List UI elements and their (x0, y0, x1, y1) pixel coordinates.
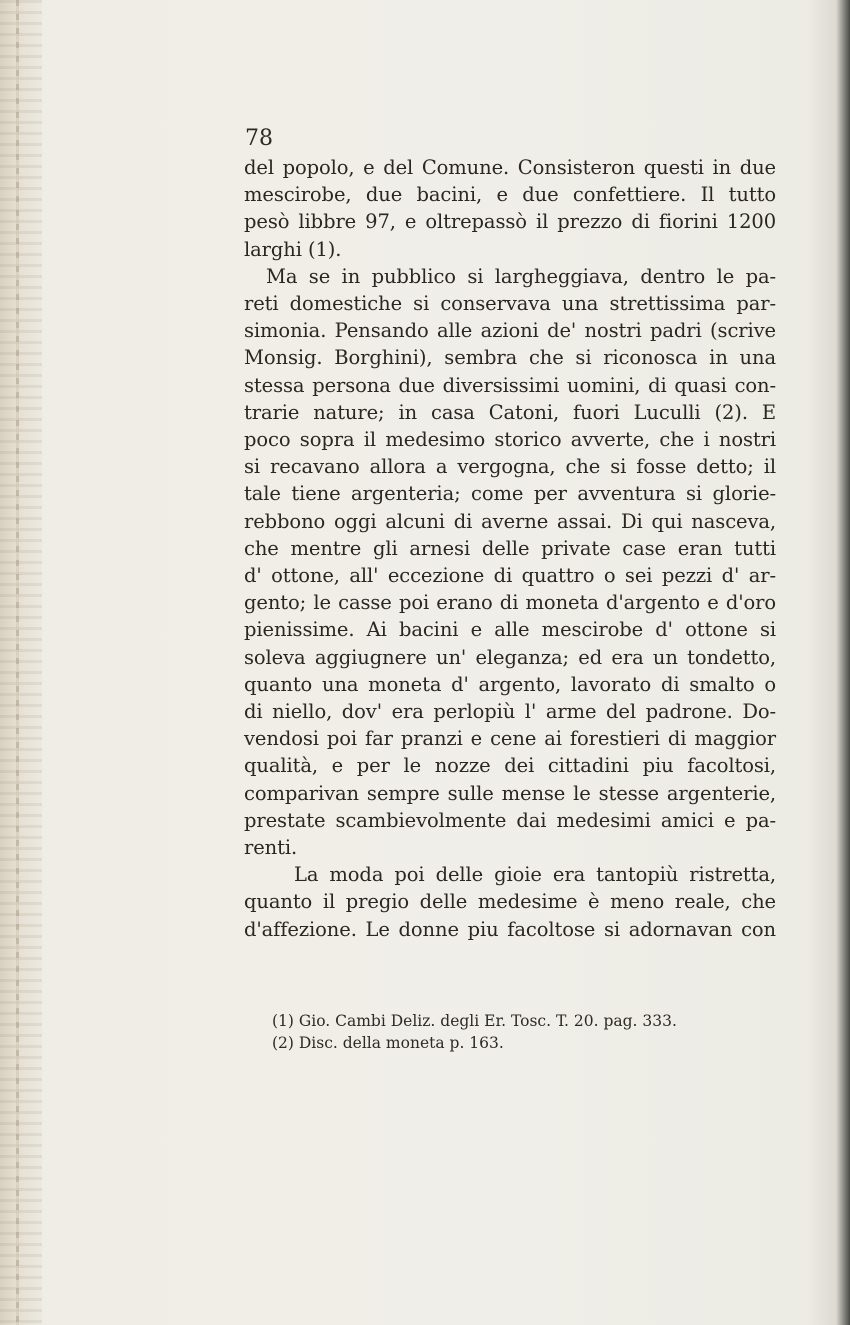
page-number: 78 (245, 126, 273, 151)
text-line: Monsig. Borghini), sembra che si riconosca in una (244, 346, 776, 370)
binding-stitch-line (16, 0, 19, 1325)
text-line: tale tiene argenteria; come per avventura si glorie- (244, 482, 776, 506)
text-line: qualità, e per le nozze dei cittadini piu facoltosi, (244, 754, 776, 778)
page-binding-edge (0, 0, 42, 1325)
text-line: larghi (1). (244, 237, 342, 261)
footnotes (272, 1010, 772, 1054)
text-line: del popolo, e del Comune. Consisteron questi in due (244, 156, 776, 179)
text-line: vendosi poi far pranzi e cene ai forestieri di maggior (244, 727, 776, 751)
body-text (244, 154, 776, 943)
text-line: rebbono oggi alcuni di averne assai. Di qui nasceva, (244, 509, 776, 533)
text-line: quanto una moneta d' argento, lavorato di smalto o (244, 672, 776, 696)
text-line: renti. (244, 836, 298, 860)
text-line: stessa persona due diversissimi uomini, di quasi con- (244, 373, 776, 397)
text-line: simonia. Pensando alle azioni de' nostri padri (scrive (244, 319, 776, 343)
paragraph-start-line: La moda poi delle gioie era tantopiù ristretta, (294, 863, 776, 887)
text-line: comparivan sempre sulle mense le stesse argenterie, (244, 781, 776, 805)
text-line: reti domestiche si conservava una strettissima par- (244, 292, 776, 316)
text-line: pienissime. Ai bacini e alle mescirobe d' ottone si (244, 618, 776, 642)
text-line: si recavano allora a vergogna, che si fosse detto; il (244, 455, 776, 479)
footnote: (1) Gio. Cambi Deliz. degli Er. Tosc. T. 20. pag. 333. (272, 1012, 677, 1030)
text-line: quanto il pregio delle medesime è meno reale, che (244, 890, 776, 914)
text-line: di niello, dov' era perlopiù l' arme del padrone. Do- (244, 700, 776, 724)
text-line: mescirobe, due bacini, e due confettiere. Il tutto (244, 183, 776, 207)
text-line: che mentre gli arnesi delle private case eran tutti (244, 536, 776, 560)
paragraph-start-line: Ma se in pubblico si largheggiava, dentro le pa- (266, 264, 776, 288)
text-line: gento; le casse poi erano di moneta d'argento e d'oro (244, 591, 776, 615)
text-line: poco sopra il medesimo storico avverte, che i nostri (244, 428, 776, 452)
text-line: trarie nature; in casa Catoni, fuori Luculli (2). E (244, 400, 776, 424)
page-right-shadow (836, 0, 850, 1325)
text-line: d'affezione. Le donne piu facoltose si adornavan con (244, 917, 776, 941)
footnote: (2) Disc. della moneta p. 163. (272, 1034, 504, 1052)
text-line: d' ottone, all' eccezione di quattro o sei pezzi d' ar- (244, 564, 776, 588)
text-line: prestate scambievolmente dai medesimi amici e pa- (244, 808, 776, 832)
text-line: pesò libbre 97, e oltrepassò il prezzo di fiorini 1200 (244, 210, 776, 234)
text-line: soleva aggiugnere un' eleganza; ed era un tondetto, (244, 645, 776, 669)
